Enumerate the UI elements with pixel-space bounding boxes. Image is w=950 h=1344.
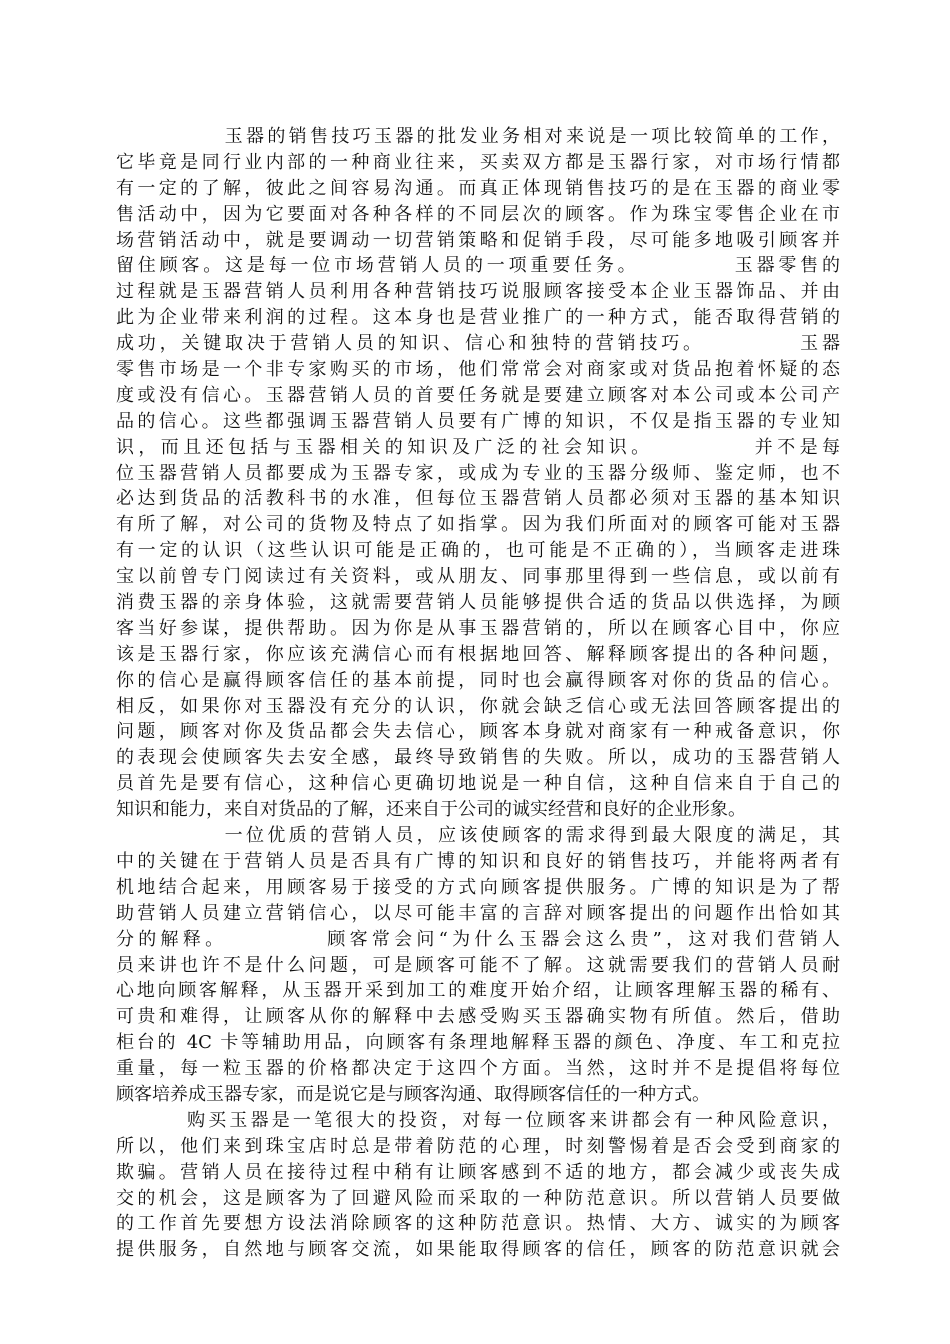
text-line: 提供服务，自然地与顾客交流，如果能取得顾客的信任，顾客的防范意识就会 [116,1239,840,1261]
text-line: 有一定的了解，彼此之间容易沟通。而真正体现销售技巧的是在玉器的商业零 [116,177,840,199]
text-line: 宝以前曾专门阅读过有关资料，或从朋友、同事那里得到一些信息，或以前有 [116,566,840,588]
text-line: 员首先是要有信心，这种信心更确切地说是一种自信，这种自信来自于自己的 [116,773,840,795]
text-line: 场营销活动中，就是要调动一切营销策略和促销手段，尽可能多地吸引顾客并 [116,229,840,251]
text-line: 零售市场是一个非专家购买的市场，他们常常会对商家或对货品抱着怀疑的态 [116,359,840,381]
text-line: 柜台的 4C 卡等辅助用品，向顾客有条理地解释玉器的颜色、净度、车工和克拉 [116,1032,840,1054]
text-line: 它毕竟是同行业内部的一种商业往来，买卖双方都是玉器行家，对市场行情都 [116,151,840,173]
text-line: 必达到货品的活教科书的水准，但每位玉器营销人员都必须对玉器的基本知识 [116,488,840,510]
text-line: 此为企业带来利润的过程。这本身也是营业推广的一种方式，能否取得营销的 [116,307,840,329]
text-line: 有一定的认识（这些认识可能是正确的，也可能是不正确的），当顾客走进珠 [116,540,840,562]
text-line: 助营销人员建立营销信心，以尽可能丰富的言辞对顾客提出的问题作出恰如其 [116,902,840,924]
text-line: 心地向顾客解释，从玉器开采到加工的难度开始介绍，让顾客理解玉器的稀有、 [116,980,840,1002]
text-line: 一位优质的营销人员，应该使顾客的需求得到最大限度的满足，其 [116,825,840,847]
text-line: 玉器的销售技巧玉器的批发业务相对来说是一项比较简单的工作， [116,126,840,147]
text-line: 欺骗。营销人员在接待过程中稍有让顾客感到不适的地方，都会减少或丧失成 [116,1161,840,1183]
text-line: 知识和能力，来自对货品的了解，还来自于公司的诚实经营和良好的企业形象。 [116,799,746,821]
text-line: 购买玉器是一笔很大的投资，对每一位顾客来讲都会有一种风险意识， [116,1109,840,1131]
article-body [116,124,840,1263]
text-line: 有所了解，对公司的货物及特点了如指掌。因为我们所面对的顾客可能对玉器 [116,514,840,536]
text-line: 重量，每一粒玉器的价格都决定于这四个方面。当然，这时并不是提倡将每位 [116,1058,840,1080]
text-line: 位玉器营销人员都要成为玉器专家，或成为专业的玉器分级师、鉴定师，也不 [116,462,840,484]
text-line: 品的信心。这些都强调玉器营销人员要有广博的知识，不仅是指玉器的专业知 [116,410,840,432]
text-line: 客当好参谋，提供帮助。因为你是从事玉器营销的，所以在顾客心目中，你应 [116,617,840,639]
text-line: 交的机会，这是顾客为了回避风险而采取的一种防范意识。所以营销人员要做 [116,1187,840,1209]
text-line: 员来讲也许不是什么问题，可是顾客可能不了解。这就需要我们的营销人员耐 [116,954,840,976]
text-line: 可贵和难得，让顾客从你的解释中去感受购买玉器确实物有所值。然后，借助 [116,1006,840,1028]
text-line: 中的关键在于营销人员是否具有广博的知识和良好的销售技巧，并能将两者有 [116,850,840,872]
text-line: 售活动中，因为它要面对各种各样的不同层次的顾客。作为珠宝零售企业在市 [116,203,840,225]
text-line: 留住顾客。这是每一位市场营销人员的一项重要任务。 玉器零售的 [116,255,840,277]
text-line: 的工作首先要想方设法消除顾客的这种防范意识。热情、大方、诚实的为顾客 [116,1213,840,1235]
text-line: 度或没有信心。玉器营销人员的首要任务就是要建立顾客对本公司或本公司产 [116,384,840,406]
text-line: 消费玉器的亲身体验，这就需要营销人员能够提供合适的货品以供选择，为顾 [116,592,840,614]
text-line: 的表现会使顾客失去安全感，最终导致销售的失败。所以，成功的玉器营销人 [116,747,840,769]
text-line: 过程就是玉器营销人员利用各种营销技巧说服顾客接受本企业玉器饰品、并由 [116,281,840,303]
text-line: 成功，关键取决于营销人员的知识、信心和独特的营销技巧。 玉器 [116,333,840,355]
text-line: 分的解释。 顾客常会问“为什么玉器会这么贵”，这对我们营销人 [116,928,840,950]
text-line: 问题，顾客对你及货品都会失去信心，顾客本身就对商家有一种戒备意识，你 [116,721,840,743]
text-line: 该是玉器行家，你应该充满信心而有根据地回答、解释顾客提出的各种问题， [116,643,840,665]
text-line: 所以，他们来到珠宝店时总是带着防范的心理，时刻警惕着是否会受到商家的 [116,1135,840,1157]
text-line: 相反，如果你对玉器没有充分的认识，你就会缺乏信心或无法回答顾客提出的 [116,695,840,717]
text-line: 你的信心是赢得顾客信任的基本前提，同时也会赢得顾客对你的货品的信心。 [116,669,840,691]
text-line: 机地结合起来，用顾客易于接受的方式向顾客提供服务。广博的知识是为了帮 [116,876,840,898]
text-line: 识，而且还包括与玉器相关的知识及广泛的社会知识。 并不是每 [116,436,840,458]
text-line: 顾客培养成玉器专家，而是说它是与顾客沟通、取得顾客信任的一种方式。 [116,1083,710,1105]
